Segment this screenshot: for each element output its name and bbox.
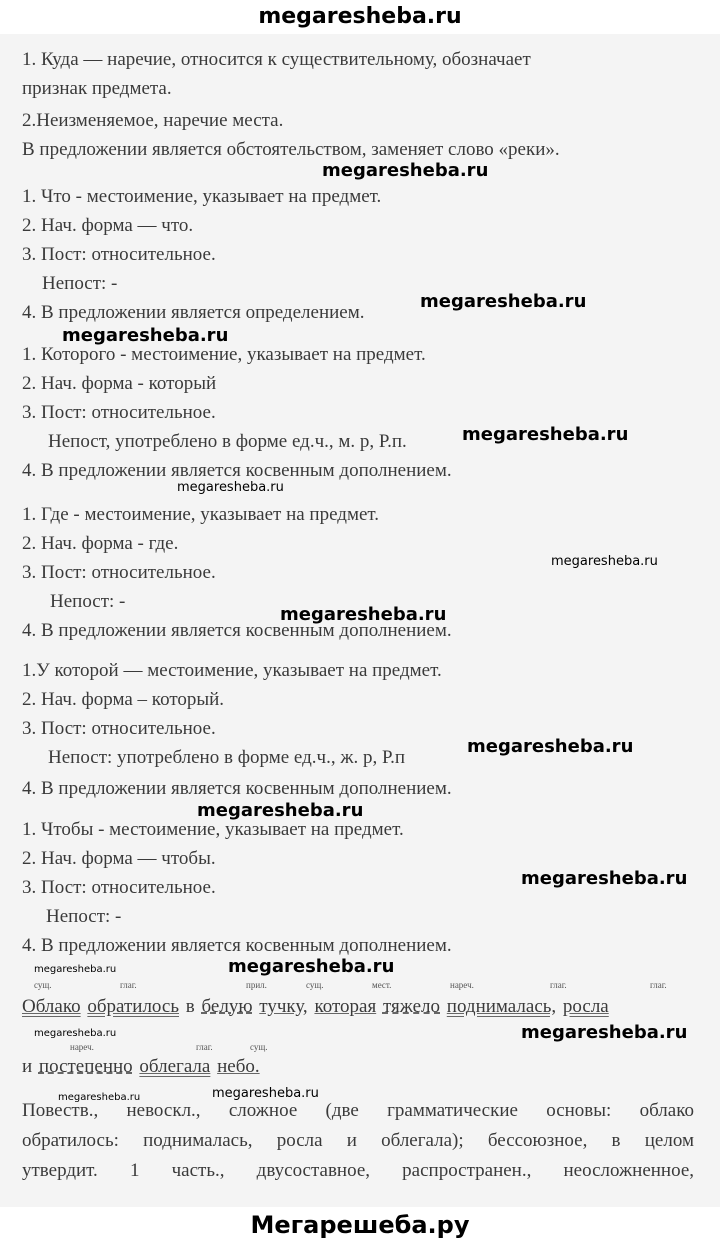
watermark: megaresheba.ru bbox=[197, 800, 364, 821]
word-predicate: росла bbox=[562, 996, 609, 1017]
watermark: megaresheba.ru bbox=[521, 1022, 688, 1043]
text-line: Непост, употреблено в форме ед.ч., м. р, Р.п. bbox=[48, 431, 407, 452]
word-adverbial: тяжело bbox=[382, 996, 441, 1017]
text-line: 4. В предложении является определением. bbox=[22, 302, 365, 323]
text-line: Непост: - bbox=[42, 273, 118, 294]
watermark: megaresheba.ru bbox=[212, 1086, 319, 1101]
word-adverbial: постепенно bbox=[38, 1056, 133, 1077]
word: и bbox=[22, 1056, 33, 1077]
pos-label: сущ. bbox=[34, 980, 52, 990]
text-line: 4. В предложении является косвенным дополнением. bbox=[22, 935, 452, 956]
watermark: megaresheba.ru bbox=[177, 480, 284, 495]
word-predicate: облегала bbox=[139, 1056, 211, 1077]
parsed-sentence-line-2 bbox=[22, 1056, 260, 1078]
text-line: Непост: - bbox=[50, 591, 126, 612]
scanned-page bbox=[0, 34, 720, 1207]
word-object: тучку, bbox=[259, 996, 308, 1017]
text-line: 3. Пост: относительное. bbox=[22, 718, 216, 739]
text-line: 1. Где - местоимение, указывает на предмет. bbox=[22, 504, 380, 525]
watermark: megaresheba.ru bbox=[322, 160, 489, 181]
pos-label: глаг. bbox=[650, 980, 667, 990]
text-line: Непост: - bbox=[46, 906, 122, 927]
word-object: небо. bbox=[217, 1056, 260, 1077]
word-attribute: белую bbox=[201, 996, 253, 1017]
text-line: 4. В предложении является косвенным дополнением. bbox=[22, 778, 452, 799]
text-line: 1.У которой — местоимение, указывает на предмет. bbox=[22, 660, 442, 681]
site-footer: Мегарешеба.ру bbox=[0, 1207, 720, 1243]
text-line: В предложении является обстоятельством, заменяет слово «реки». bbox=[22, 139, 560, 160]
analysis-line: утвердит. 1 часть., двусоставное, распространен., неосложненное, bbox=[22, 1160, 694, 1181]
text-line: Непост: употреблено в форме ед.ч., ж. р, Р.п bbox=[48, 747, 406, 768]
text-line: 2. Нач. форма - где. bbox=[22, 533, 179, 554]
watermark: megaresheba.ru bbox=[34, 964, 117, 975]
pos-label: глаг. bbox=[120, 980, 137, 990]
pos-label: сущ. bbox=[250, 1042, 268, 1052]
watermark: megaresheba.ru bbox=[34, 1028, 117, 1039]
text-line: 2. Нач. форма – который. bbox=[22, 689, 225, 710]
parsed-sentence-line-1 bbox=[22, 996, 609, 1018]
pos-label: глаг. bbox=[550, 980, 567, 990]
text-line: 3. Пост: относительное. bbox=[22, 562, 216, 583]
watermark: megaresheba.ru bbox=[467, 736, 634, 757]
pos-label: нареч. bbox=[450, 980, 474, 990]
analysis-line: обратилось: поднималась, росла и облегала); бессоюзное, в целом bbox=[22, 1130, 694, 1151]
text-line: 2.Неизменяемое, наречие места. bbox=[22, 110, 284, 131]
watermark: megaresheba.ru bbox=[280, 604, 447, 625]
text-line: 1. Которого - местоимение, указывает на предмет. bbox=[22, 344, 426, 365]
text-line: 2. Нач. форма - который bbox=[22, 373, 217, 394]
analysis-line: Повеств., невоскл., сложное (две грамматические основы: облако bbox=[22, 1100, 694, 1121]
text-line: 4. В предложении является косвенным дополнением. bbox=[22, 460, 452, 481]
text-line: 2. Нач. форма — чтобы. bbox=[22, 848, 216, 869]
watermark: megaresheba.ru bbox=[521, 868, 688, 889]
pos-label: мест. bbox=[372, 980, 392, 990]
site-header: megaresheba.ru bbox=[0, 0, 720, 34]
watermark: megaresheba.ru bbox=[58, 1092, 141, 1103]
watermark: megaresheba.ru bbox=[551, 554, 658, 569]
text-line: 3. Пост: относительное. bbox=[22, 877, 216, 898]
text-line: 2. Нач. форма — что. bbox=[22, 215, 194, 236]
text-line: признак предмета. bbox=[22, 78, 172, 99]
watermark: megaresheba.ru bbox=[228, 956, 395, 977]
text-line: 3. Пост: относительное. bbox=[22, 402, 216, 423]
word-predicate: поднималась, bbox=[446, 996, 557, 1017]
word-predicate: обратилось bbox=[87, 996, 179, 1017]
text-line: 1. Что - местоимение, указывает на предмет. bbox=[22, 186, 382, 207]
watermark: megaresheba.ru bbox=[420, 291, 587, 312]
pos-label: прил. bbox=[246, 980, 267, 990]
watermark: megaresheba.ru bbox=[462, 424, 629, 445]
text-line: 4. В предложении является косвенным дополнением. bbox=[22, 620, 452, 641]
pos-label: глаг. bbox=[196, 1042, 213, 1052]
word: в bbox=[185, 996, 195, 1017]
word-subject: Облако bbox=[22, 996, 81, 1017]
text-line: 1. Куда — наречие, относится к существительному, обозначает bbox=[22, 49, 531, 70]
pos-label: нареч. bbox=[70, 1042, 94, 1052]
pos-label: сущ. bbox=[306, 980, 324, 990]
text-line: 1. Чтобы - местоимение, указывает на предмет. bbox=[22, 819, 404, 840]
word-subject: которая bbox=[314, 996, 377, 1017]
text-line: 3. Пост: относительное. bbox=[22, 244, 216, 265]
watermark: megaresheba.ru bbox=[62, 325, 229, 346]
